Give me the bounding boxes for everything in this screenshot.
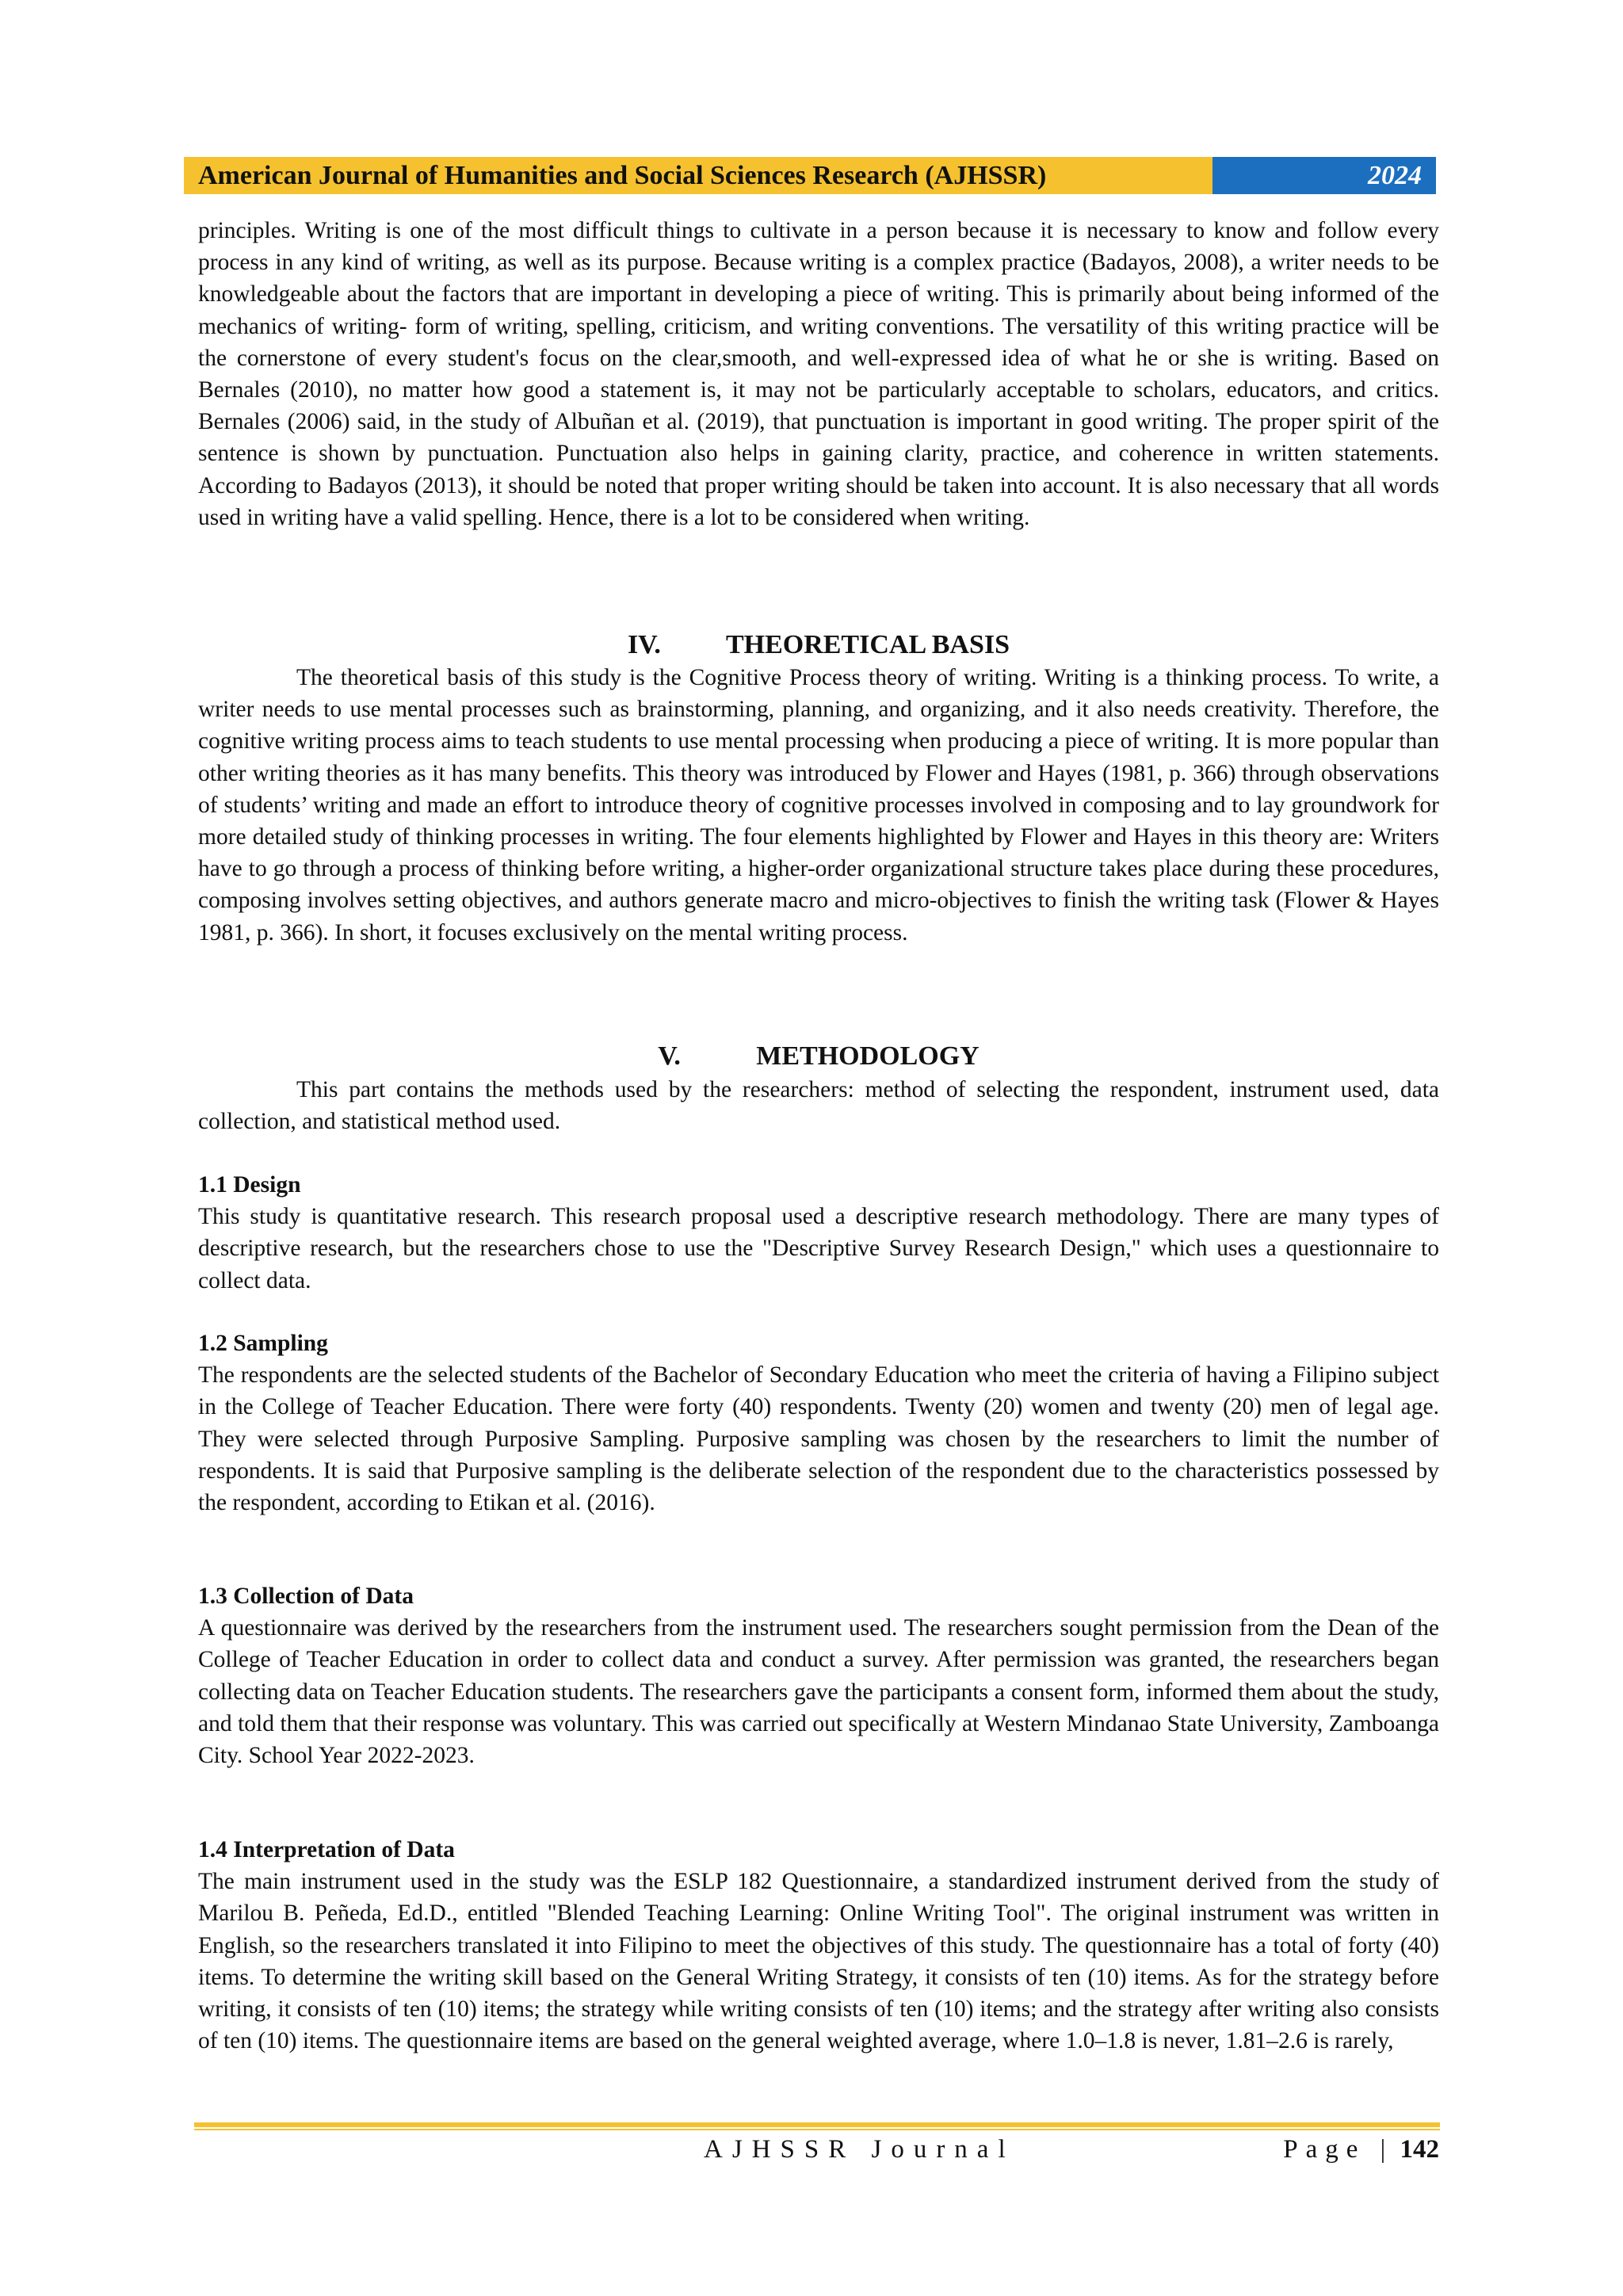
page-number: 142 <box>1400 2135 1439 2164</box>
section-title: METHODOLOGY <box>756 1041 980 1071</box>
methodology-paragraph: This part contains the methods used by the researchers: method of selecting the respondent, instrument used, data collection, and statistical method used. <box>198 1077 1439 1135</box>
subsection-heading: 1.2 Sampling <box>198 1331 328 1356</box>
journal-title: American Journal of Humanities and Social Sciences Research (AJHSSR) <box>184 157 1212 194</box>
journal-header-bar <box>184 157 1436 194</box>
subsection-sampling <box>198 1328 1439 1519</box>
methodology-block <box>198 1074 1439 1137</box>
section-title: THEORETICAL BASIS <box>725 630 1010 659</box>
subsection-text: The main instrument used in the study was the ESLP 182 Questionnaire, a standardized instrument derived from the study of Marilou B. Peñeda, Ed.D., entitled "Blended Teaching Learning: Online Writing Tool". The original instrument was written in English, so the researchers translated it into Filipino to meet the objectives of this study. The questionnaire has a total of forty (40) items. To determine the writing skill based on the General Writing Strategy, it consists of ten (10) items. As for the strategy before writing, it consists of ten (10) items; the strategy while writing consists of ten (10) items; and the strategy after writing also consists of ten (10) items. The questionnaire items are based on the general weighted average, where 1.0–1.8 is never, 1.81–2.6 is rarely, <box>198 1869 1439 2054</box>
section-heading-methodology <box>198 1041 1439 1072</box>
subsection-text: This study is quantitative research. This research proposal used a descriptive research methodology. There are many types of descriptive research, but the researchers chose to use the "Descriptive Survey Research Design," which uses a questionnaire to collect data. <box>198 1204 1439 1293</box>
intro-paragraph-block <box>198 215 1439 533</box>
footer-rule <box>194 2122 1440 2127</box>
section-number: IV. <box>627 630 661 659</box>
footer-rule-thin <box>194 2129 1440 2130</box>
theoretical-basis-paragraph: The theoretical basis of this study is the Cognitive Process theory of writing. Writing is a thinking process. To write, a writer needs to use mental processes such as brainstorming, planning, and organizing, and it also needs creativity. Therefore, the cognitive writing process aims to teach students to use mental processing when producing a piece of writing. It is more popular than other writing theories as it has many benefits. This theory was introduced by Flower and Hayes (1981, p. 366) through observations of students’ writing and made an effort to introduce theory of cognitive processes involved in composing and to lay groundwork for more detailed study of thinking processes in writing. The four elements highlighted by Flower and Hayes in this theory are: Writers have to go through a process of thinking before writing, a higher-order organizational structure takes place during these procedures, composing involves setting objectives, and authors generate macro and micro-objectives to finish the writing task (Flower & Hayes 1981, p. 366). In short, it focuses exclusively on the mental writing process. <box>198 665 1439 946</box>
subsection-collection-of-data <box>198 1580 1439 1771</box>
subsection-heading: 1.1 Design <box>198 1172 301 1198</box>
footer-journal-name: AJHSSR Journal <box>704 2135 1015 2164</box>
intro-paragraph: principles. Writing is one of the most difficult things to cultivate in a person because it is necessary to know and follow every process in any kind of writing, as well as its purpose. Because writing is a complex practice (Badayos, 2008), a writer needs to be knowledgeable about the factors that are important in developing a piece of writing. This is primarily about being informed of the mechanics of writing- form of writing, spelling, criticism, and writing conventions. The versatility of this writing practice will be the cornerstone of every student's focus on the clear,smooth, and well-expressed idea of what he or she is writing. Based on Bernales (2010), no matter how good a statement is, it may not be particularly acceptable to scholars, educators, and critics. Bernales (2006) said, in the study of Albuñan et al. (2019), that punctuation is important in good writing. The proper spirit of the sentence is shown by punctuation. Punctuation also helps in gaining clarity, practice, and coherence in written statements. According to Badayos (2013), it should be noted that proper writing should be taken into account. It is also necessary that all words used in writing have a valid spelling. Hence, there is a lot to be considered when writing. <box>198 218 1439 530</box>
subsection-heading: 1.4 Interpretation of Data <box>198 1837 455 1862</box>
subsection-design <box>198 1169 1439 1297</box>
section-number: V. <box>658 1041 681 1071</box>
footer-page-number <box>1283 2132 1439 2167</box>
page-label: Page | <box>1283 2135 1394 2164</box>
subsection-heading: 1.3 Collection of Data <box>198 1584 414 1609</box>
subsection-text: A questionnaire was derived by the researchers from the instrument used. The researchers sought permission from the Dean of the College of Teacher Education in order to collect data and conduct a survey. After permission was granted, the researchers began collecting data on Teacher Education students. The researchers gave the participants a consent form, informed them about the study, and told them that their response was voluntary. This was carried out specifically at Western Mindanao State University, Zamboanga City. School Year 2022-2023. <box>198 1615 1439 1769</box>
subsection-text: The respondents are the selected students of the Bachelor of Secondary Education who meet the criteria of having a Filipino subject in the College of Teacher Education. There were forty (40) respondents. Twenty (20) women and twenty (20) men of legal age. They were selected through Purposive Sampling. Purposive sampling was chosen by the researchers to limit the number of respondents. It is said that Purposive sampling is the deliberate selection of the respondent due to the characteristics possessed by the respondent, according to Etikan et al. (2016). <box>198 1362 1439 1516</box>
subsection-interpretation-of-data <box>198 1834 1439 2057</box>
section-heading-theoretical-basis <box>198 629 1439 661</box>
journal-year: 2024 <box>1212 157 1436 194</box>
theoretical-basis-block <box>198 662 1439 949</box>
